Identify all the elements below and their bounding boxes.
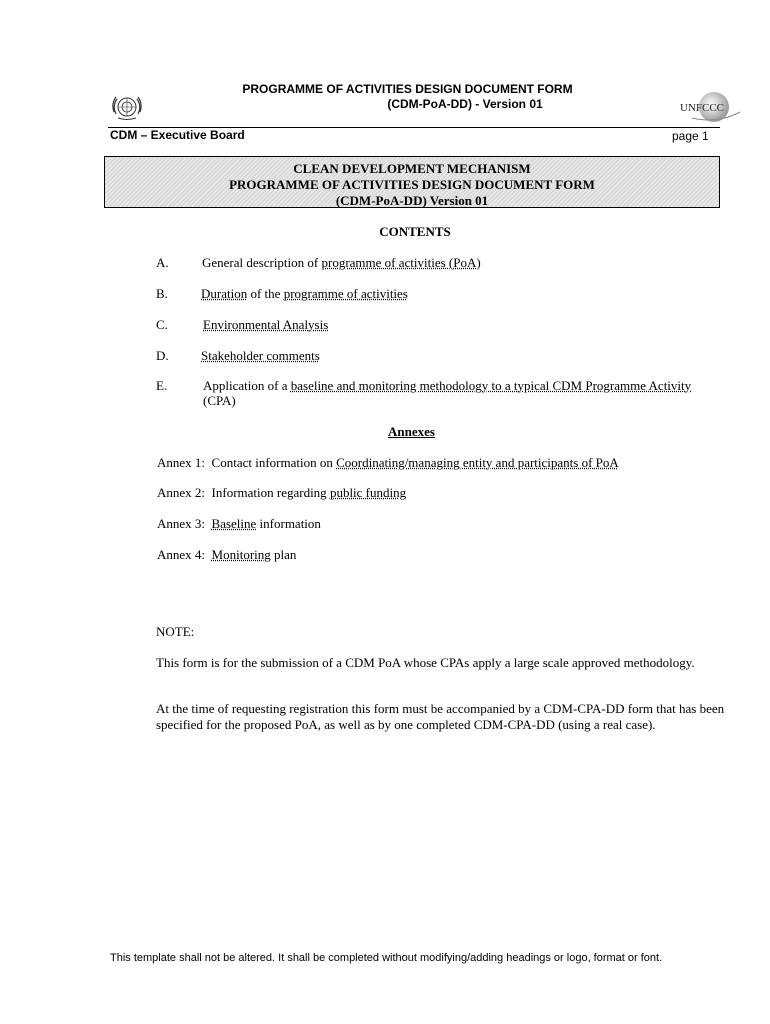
annex-item-3: Annex 3: Baseline information [157, 516, 321, 531]
annex-label: Annex 4: [157, 547, 206, 562]
toc-link[interactable]: Duration [201, 286, 248, 301]
toc-letter: E. [156, 378, 168, 393]
template-footer: This template shall not be altered. It shall be completed without modifying/adding headings or logo, format or font. [110, 952, 663, 964]
annex-item-1: Annex 1: Contact information on Coordinating/managing entity and participants of PoA [157, 455, 619, 470]
annex-item-4: Annex 4: Monitoring plan [157, 547, 297, 562]
form-title-line1: CLEAN DEVELOPMENT MECHANISM [293, 161, 531, 176]
form-title-line3: (CDM-PoA-DD) Version 01 [335, 193, 489, 208]
form-title-line2: PROGRAMME OF ACTIVITIES DESIGN DOCUMENT FORM [229, 177, 595, 192]
note-heading: NOTE: [156, 624, 195, 639]
toc-link[interactable]: Stakeholder comments [201, 348, 320, 363]
note-paragraph-2: At the time of requesting registration this form must be accompanied by a CDM-CPA-DD form that has been specified for the proposed PoA, as well as by one completed CDM-CPA-DD (using a real case). [156, 701, 725, 732]
contents-heading: CONTENTS [379, 224, 451, 239]
board-label: CDM – Executive Board [110, 128, 245, 142]
page-number: page 1 [672, 129, 709, 143]
annex-label: Annex 2: [157, 485, 206, 500]
toc-letter: B. [156, 286, 168, 301]
header-title-line2: (CDM-PoA-DD) - Version 01 [387, 97, 543, 111]
toc-link[interactable]: programme of activities (PoA) [321, 255, 481, 270]
un-emblem-logo [108, 92, 146, 122]
annexes-heading: Annexes [388, 424, 435, 439]
toc-letter: D. [156, 348, 169, 363]
annex-link[interactable]: Coordinating/managing entity and participants of PoA [336, 455, 619, 470]
toc-letter: C. [156, 317, 168, 332]
annex-link[interactable]: Monitoring [211, 547, 271, 562]
form-title-box [104, 156, 720, 208]
annex-label: Annex 1: [157, 455, 206, 470]
toc-letter: A. [156, 255, 169, 270]
note-paragraph-1: This form is for the submission of a CDM PoA whose CPAs apply a large scale approved methodology. [156, 655, 695, 670]
toc-link[interactable]: Environmental Analysis [203, 317, 329, 332]
unfccc-logo-text: UNFCCC [680, 102, 725, 114]
annex-link[interactable]: Baseline [211, 516, 257, 531]
toc-link[interactable]: programme of activities [283, 286, 408, 301]
header-title-line1: PROGRAMME OF ACTIVITIES DESIGN DOCUMENT FORM [242, 82, 573, 96]
annex-item-2: Annex 2: Information regarding public funding [157, 485, 407, 500]
toc-link[interactable]: baseline and monitoring methodology to a typical CDM Programme Activity [290, 378, 692, 393]
annex-link[interactable]: public funding [329, 485, 407, 500]
annex-label: Annex 3: [157, 516, 206, 531]
unfccc-logo [672, 90, 742, 126]
